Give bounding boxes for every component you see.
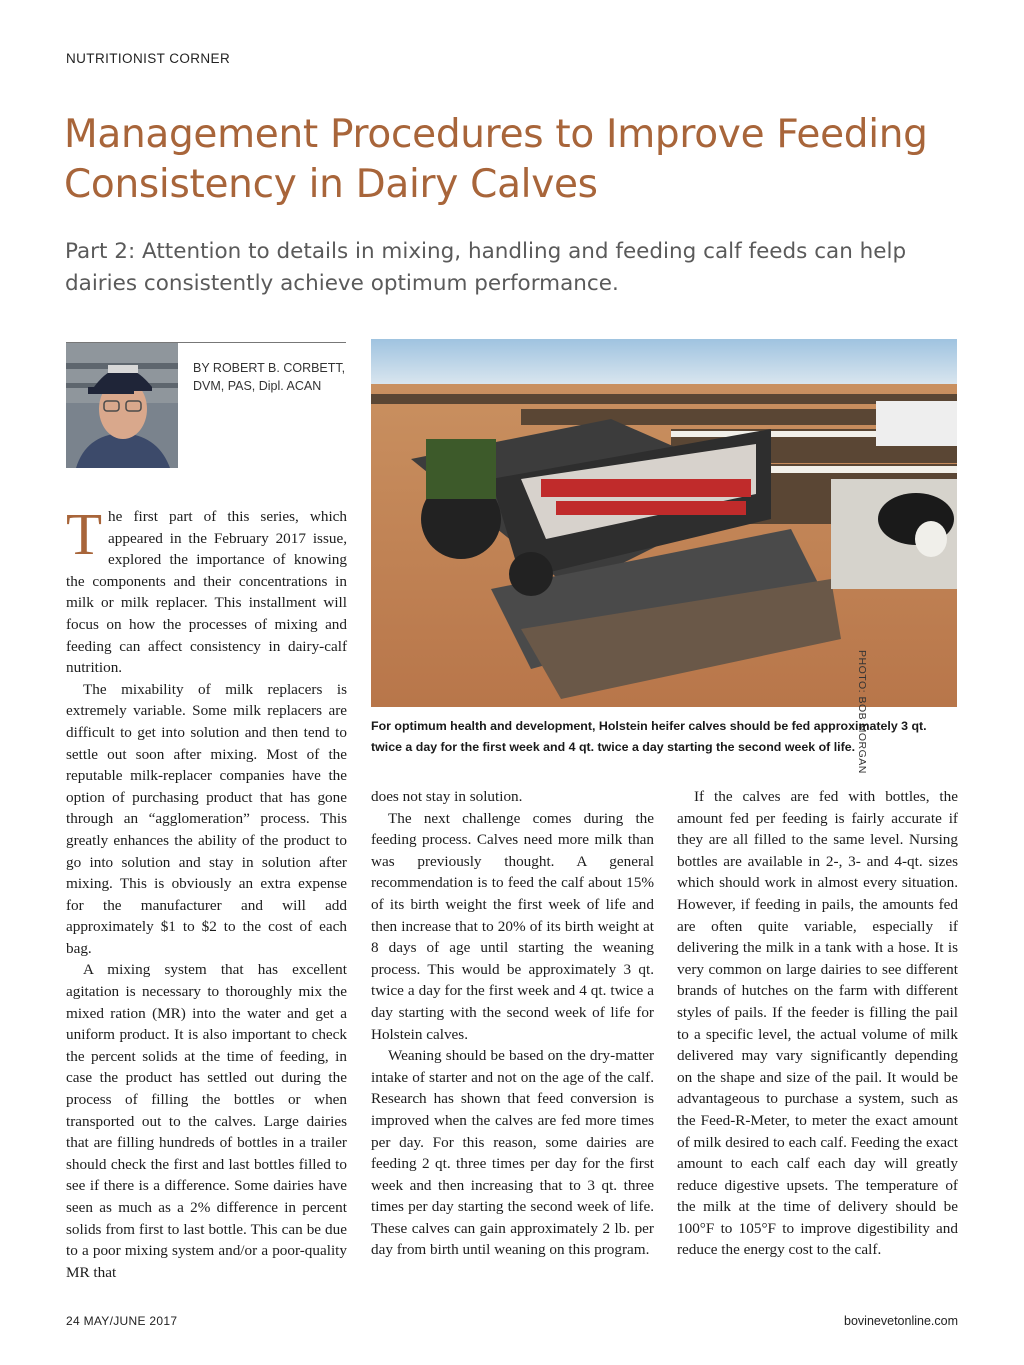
article-title: Management Procedures to Improve Feeding Consistency in Dairy Calves [64,112,928,207]
body-paragraph: The next challenge comes during the feeding process. Calves need more milk than was previously thought. A general recommendation is to feed the calf about 15% of its birth weight the first week of life and then increase that to 20% of its birth weight at 8 days of age until starting the weaning process. This would be approximately 3 qt. twice a day for the first week and 4 qt. twice a day starting with the second week of life for Holstein calves. [371,809,654,1043]
body-paragraph: The first part of this series, which appeared in the February 2017 issue, explored the importance of knowing the components and their concentrations in milk or milk replacer. This installment will focus on how the processes of mixing and feeding can affect consistency in dairy-calf nutrition. [66,501,347,677]
body-paragraph: If the calves are fed with bottles, the amount fed per feeding is fairly accurate if they are all filled to the same level. Nursing bottles are available in 2-, 3- and 4-qt. sizes which should work in almost every situation. However, if feeding in pails, the amounts fed are often quite variable, especially if delivering the milk in a tank with a hose. It is very common on large dairies to see different brands of hutches on the farm with different styles of pails. If the feeder is filling the pail to a specific level, the actual volume of milk delivered may vary significantly depending on the shape and size of the pail. It would be advantageous to purchase a system, such as the Feed-R-Meter, to meter the exact amount of milk desired to each calf. Feeding the exact amount to each calf each day will greatly reduce digestive upsets. The temperature of the milk at the time of delivery should be 100°F to 105°F to improve digestibility and reduce the energy cost to the calf. [677,788,958,1259]
body-paragraph: Weaning should be based on the dry-matter intake of starter and not on the age of the calf. Research has shown that feed conversion is improved when the calves are fed more times per day. For this reason, some dairies are feeding 2 qt. three times per day for the first week and then increasing that to 3 qt. three times per day starting the second week of life. These calves can gain approximately 2 lb. per day from birth until weaning on this program. [371,1047,654,1259]
body-column-3 [677,786,958,1261]
body-paragraph: The mixability of milk replacers is extremely variable. Some milk replacers are difficult to get into solution and then tend to settle out soon after mixing. Most of the reputable milk-replacer companies have the option of purchasing product that has gone through an “agglomeration” process. This greatly enhances the ability of the product to go into solution and stay in solution after mixing. This is obviously an extra expense for the manufacturer and will add approximately $1 to $2 to the cost of each bag. [66,680,347,957]
photo-caption: For optimum health and development, Holstein heifer calves should be fed approximately 3 qt. twice a day for the first week and 4 qt. twice a day starting the second week of life. [371,719,927,754]
main-photo [371,339,957,707]
byline [193,359,353,395]
footer-website: bovinevetonline.com [844,1314,958,1328]
body-paragraph: A mixing system that has excellent agitation is necessary to thoroughly mix the mixed ration (MR) into the water and get a uniform product. It is also important to check the percent solids at the time of feeding, in case the product has settled out during the process of filling the bottles or when transported out to the calves. Large dairies that are filling hundreds of bottles in a trailer should check the first and last bottles filled to see if there is a difference. Some dairies have seen as much as a 2% difference in percent solids from first to last bottle. This can be due to a poor mixing system and/or a poor-quality MR that [66,961,347,1281]
byline-credentials: DVM, PAS, Dipl. ACAN [193,379,322,393]
footer-page-info: 24 MAY/JUNE 2017 [66,1314,178,1328]
article-subtitle: Part 2: Attention to details in mixing, handling and feeding calf feeds can help dairies consistently achieve optimum performance. [65,239,907,296]
author-photo [66,343,178,468]
body-column-2 [371,786,654,1261]
byline-author: BY ROBERT B. CORBETT, [193,361,346,375]
body-column-1 [66,501,347,1283]
dropcap: T [66,501,103,567]
body-paragraph: does not stay in solution. [371,788,523,805]
photo-credit: PHOTO: BOB MORGAN [856,650,868,774]
section-label: NUTRITIONIST CORNER [66,51,231,66]
